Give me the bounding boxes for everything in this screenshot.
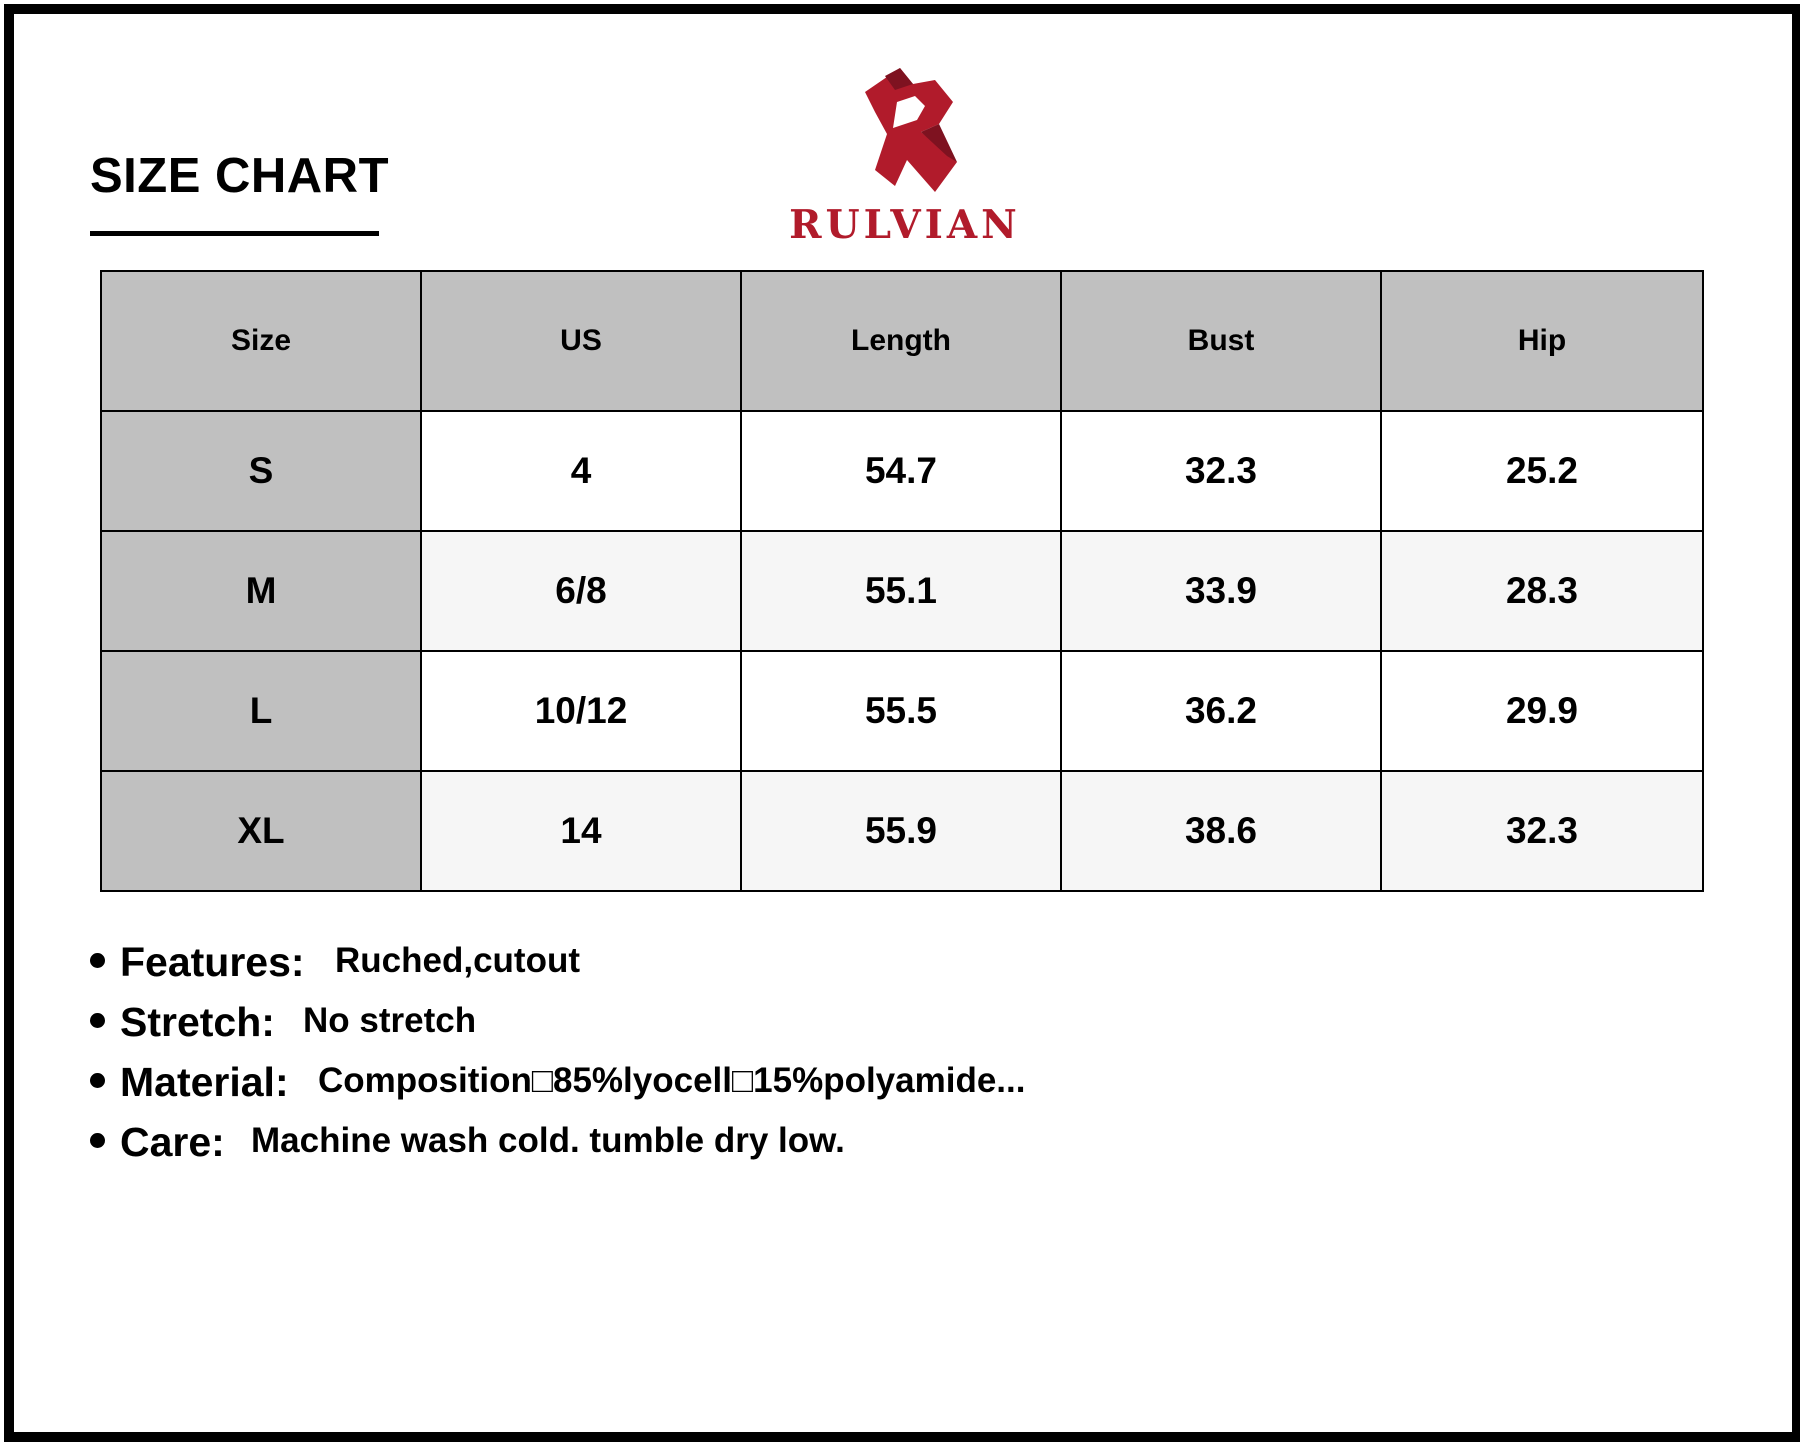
spec-label: Features: bbox=[120, 939, 305, 985]
size-cell: L bbox=[101, 651, 421, 771]
size-cell: XL bbox=[101, 771, 421, 891]
spec-value: Composition□85%lyocell□15%polyamide... bbox=[318, 1061, 1026, 1100]
bust-cell: 32.3 bbox=[1061, 411, 1381, 531]
spec-value: No stretch bbox=[303, 1001, 477, 1040]
length-cell: 55.9 bbox=[741, 771, 1061, 891]
bullet-dot-icon bbox=[90, 1073, 105, 1088]
us-cell: 4 bbox=[421, 411, 741, 531]
brand-logo bbox=[780, 62, 1030, 252]
bust-cell: 36.2 bbox=[1061, 651, 1381, 771]
spec-label: Stretch: bbox=[120, 999, 275, 1045]
size-cell: M bbox=[101, 531, 421, 651]
size-cell: S bbox=[101, 411, 421, 531]
table-row bbox=[101, 771, 1703, 891]
table-row bbox=[101, 651, 1703, 771]
bust-cell: 33.9 bbox=[1061, 531, 1381, 651]
size-table bbox=[100, 270, 1704, 892]
title-underline bbox=[90, 231, 379, 236]
page-title: SIZE CHART bbox=[90, 149, 389, 203]
header-size: Size bbox=[101, 271, 421, 411]
spec-value: Ruched,cutout bbox=[335, 941, 580, 980]
bullet-dot-icon bbox=[90, 1013, 105, 1028]
us-cell: 10/12 bbox=[421, 651, 741, 771]
length-cell: 54.7 bbox=[741, 411, 1061, 531]
table-header-row bbox=[101, 271, 1703, 411]
spec-label: Material: bbox=[120, 1059, 289, 1105]
length-cell: 55.5 bbox=[741, 651, 1061, 771]
spec-label: Care: bbox=[120, 1119, 225, 1165]
brand-wordmark: RULVIAN bbox=[789, 202, 1021, 248]
table-row bbox=[101, 411, 1703, 531]
us-cell: 14 bbox=[421, 771, 741, 891]
us-cell: 6/8 bbox=[421, 531, 741, 651]
hip-cell: 29.9 bbox=[1381, 651, 1703, 771]
spec-value: Machine wash cold. tumble dry low. bbox=[251, 1121, 845, 1160]
hip-cell: 32.3 bbox=[1381, 771, 1703, 891]
table-row bbox=[101, 531, 1703, 651]
hip-cell: 28.3 bbox=[1381, 531, 1703, 651]
header-hip: Hip bbox=[1381, 271, 1703, 411]
rulvian-r-logo-icon bbox=[835, 62, 975, 202]
bullet-dot-icon bbox=[90, 1133, 105, 1148]
bullet-dot-icon bbox=[90, 953, 105, 968]
header-bust: Bust bbox=[1061, 271, 1381, 411]
header-us: US bbox=[421, 271, 741, 411]
bust-cell: 38.6 bbox=[1061, 771, 1381, 891]
hip-cell: 25.2 bbox=[1381, 411, 1703, 531]
length-cell: 55.1 bbox=[741, 531, 1061, 651]
header-length: Length bbox=[741, 271, 1061, 411]
